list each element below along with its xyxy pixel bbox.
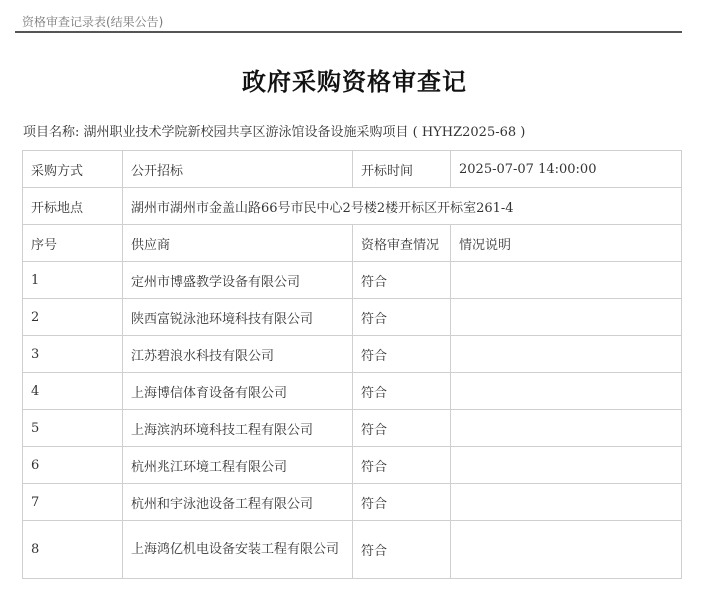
row-result: 符合 xyxy=(353,484,451,521)
row-result: 符合 xyxy=(353,262,451,299)
row-note xyxy=(451,484,682,521)
row-result: 符合 xyxy=(353,336,451,373)
header-review-result: 资格审查情况 xyxy=(353,225,451,262)
procurement-method-row xyxy=(23,151,682,188)
table-row xyxy=(23,299,682,336)
row-note xyxy=(451,373,682,410)
row-supplier: 上海博信体育设备有限公司 xyxy=(123,373,353,410)
row-note xyxy=(451,262,682,299)
row-supplier: 上海滨汭环境科技工程有限公司 xyxy=(123,410,353,447)
procurement-method-label: 采购方式 xyxy=(23,151,123,188)
row-result: 符合 xyxy=(353,299,451,336)
table-row xyxy=(23,336,682,373)
document-type-label: 资格审查记录表(结果公告) xyxy=(22,15,164,29)
row-supplier: 江苏碧浪水科技有限公司 xyxy=(123,336,353,373)
page-title: 政府采购资格审查记 xyxy=(242,67,467,96)
row-supplier: 陕西富锐泳池环境科技有限公司 xyxy=(123,299,353,336)
bid-opening-place-row xyxy=(23,188,682,225)
table-row xyxy=(23,447,682,484)
header-no: 序号 xyxy=(23,225,123,262)
qualification-review-table xyxy=(22,150,682,579)
row-no: 5 xyxy=(23,410,123,447)
procurement-method-value: 公开招标 xyxy=(123,151,353,188)
row-note xyxy=(451,447,682,484)
table-row xyxy=(23,373,682,410)
row-note xyxy=(451,410,682,447)
row-result: 符合 xyxy=(353,373,451,410)
row-no: 8 xyxy=(23,521,123,579)
row-supplier: 上海鸿亿机电设备安装工程有限公司 xyxy=(123,521,353,579)
row-no: 1 xyxy=(23,262,123,299)
bid-opening-place-value: 湖州市湖州市金盖山路66号市民中心2号楼2楼开标区开标室261-4 xyxy=(123,188,682,225)
table-row xyxy=(23,521,682,579)
row-no: 2 xyxy=(23,299,123,336)
bid-opening-time-label: 开标时间 xyxy=(353,151,451,188)
row-no: 6 xyxy=(23,447,123,484)
project-name: 项目名称: 湖州职业技术学院新校园共享区游泳馆设备设施采购项目 ( HYHZ2025-68 ) xyxy=(23,125,526,140)
row-result: 符合 xyxy=(353,447,451,484)
row-no: 3 xyxy=(23,336,123,373)
row-note xyxy=(451,521,682,579)
table-header-row xyxy=(23,225,682,262)
header-note: 情况说明 xyxy=(451,225,682,262)
row-result: 符合 xyxy=(353,521,451,579)
row-no: 7 xyxy=(23,484,123,521)
header-supplier: 供应商 xyxy=(123,225,353,262)
bid-opening-place-label: 开标地点 xyxy=(23,188,123,225)
table-row xyxy=(23,262,682,299)
row-supplier: 杭州和宇泳池设备工程有限公司 xyxy=(123,484,353,521)
row-note xyxy=(451,299,682,336)
row-no: 4 xyxy=(23,373,123,410)
row-supplier: 杭州兆江环境工程有限公司 xyxy=(123,447,353,484)
bid-opening-time-value: 2025-07-07 14:00:00 xyxy=(451,151,682,188)
table-row xyxy=(23,410,682,447)
row-note xyxy=(451,336,682,373)
row-result: 符合 xyxy=(353,410,451,447)
row-supplier: 定州市博盛教学设备有限公司 xyxy=(123,262,353,299)
table-row xyxy=(23,484,682,521)
header-divider xyxy=(15,31,682,33)
